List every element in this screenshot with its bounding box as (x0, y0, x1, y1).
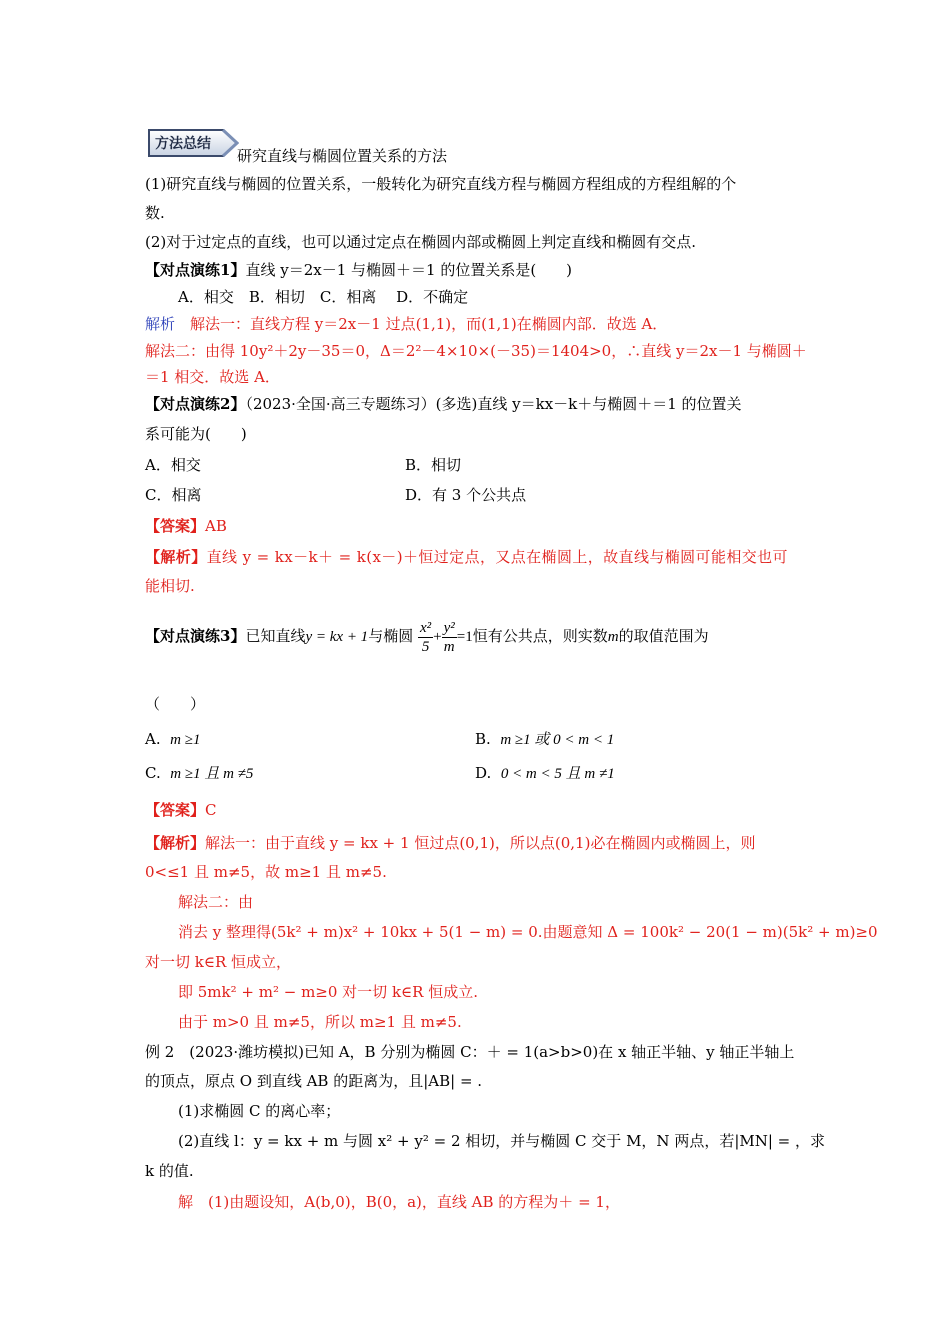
ex1-analysis-2-cont: ＝1 相交．故选 A． (145, 368, 280, 386)
example2-question-2: (2)直线 l：y = kx + m 与圆 x² + y² = 2 相切，并与椭圆 C 交于 M，N 两点，若|MN| = ，求 (178, 1132, 826, 1150)
ex2-option-b: B．相切 (405, 456, 462, 474)
method-point-2: (2)对于过定点的直线，也可以通过定点在椭圆内部或椭圆上判定直线和椭圆有交点. (145, 233, 697, 251)
ex1-analysis-2: 解法二：由得 10y²＋2y－35＝0，Δ＝2²－4×10×(－35)＝1404>0，∴直线 y＝2x－1 与椭圆＋ (145, 342, 807, 360)
ex2-stem (145, 394, 742, 414)
ex3-analysis-1-cont: 0<≤1 且 m≠5，故 m≥1 且 m≠5. (145, 863, 387, 881)
example2-solution: 解 (1)由题设知，A(b,0)，B(0，a)，直线 AB 的方程为＋ = 1， (178, 1193, 620, 1211)
example2-question-1: (1)求椭圆 C 的离心率； (178, 1102, 341, 1120)
ex2-answer-label: 【答案】 (145, 517, 206, 535)
ex3-option-a (145, 729, 200, 750)
ex1-stem-text: 直线 y＝2x－1 与椭圆＋＝1 的位置关系是( ) (245, 261, 573, 279)
ex3-stem-pre: 已知直线 (245, 627, 306, 645)
ex3-option-b-text: m ≥1 或 0 < m < 1 (500, 732, 615, 748)
ex1-analysis-1 (145, 314, 667, 334)
ex3-option-a-text: m ≥1 (170, 732, 201, 748)
ex2-analysis (145, 547, 788, 567)
ex3-option-c (145, 763, 253, 784)
ex2-option-d: D．有 3 个公共点 (405, 486, 527, 504)
ex3-tag: 【对点演练3】 (145, 627, 246, 645)
ex3-line-eq: y = kx + 1 (305, 629, 369, 645)
ex3-frac-y (442, 619, 457, 656)
ex3-paren: （ ） (145, 695, 206, 713)
ex3-frac-x (418, 619, 433, 656)
ex3-option-c-text: m ≥1 且 m ≠5 (170, 766, 254, 782)
ex1-tag: 【对点演练1】 (145, 261, 246, 279)
example2-stem: 例 2 (2023·潍坊模拟)已知 A，B 分别为椭圆 C：＋ = 1(a>b>0)在 x 轴正半轴、y 轴正半轴上 (145, 1043, 795, 1061)
ex3-option-d (475, 763, 615, 784)
ex2-analysis-text: 直线 y = kx－k＋ = k(x－)＋恒过定点，又点在椭圆上，故直线与椭圆可能相交也可 (206, 548, 788, 566)
example2-stem-cont: 的顶点，原点 O 到直线 AB 的距离为，且|AB| = . (145, 1072, 483, 1090)
method-point-1-cont: 数. (145, 204, 165, 222)
ex3-stem-end: 的取值范围为 (618, 627, 709, 645)
ex3-stem (145, 606, 709, 666)
ex3-var-m: m (607, 629, 619, 645)
ex2-answer-value: AB (205, 517, 227, 535)
ex3-frac-x-den: 5 (421, 638, 430, 655)
ex3-analysis-1 (145, 833, 755, 853)
ex3-option-b (475, 729, 614, 750)
badge-text: 方法总结 (155, 136, 211, 152)
ex2-option-c: C．相离 (145, 486, 202, 504)
method-point-1: (1)研究直线与椭圆的位置关系，一般转化为研究直线方程与椭圆方程组成的方程组解的个 (145, 175, 737, 193)
ex1-analysis-1-text: 解法一：直线方程 y＝2x－1 过点(1,1)，而(1,1)在椭圆内部．故选 A． (175, 315, 668, 333)
ex3-stem-post: 恒有公共点，则实数 (472, 627, 608, 645)
ex3-option-b-label: B. (475, 730, 491, 748)
ex3-answer-label: 【答案】 (145, 801, 206, 819)
example2-question-2-cont: k 的值. (145, 1162, 194, 1180)
ex3-analysis-3-cont: 对一切 k∈R 恒成立， (145, 953, 292, 971)
ex2-stem-text: （2023·全国·高三专题练习）(多选)直线 y＝kx－k＋与椭圆＋＝1 的位置关 (245, 395, 742, 413)
ex1-analysis-label: 解析 (145, 315, 176, 333)
ex3-answer-value: C (205, 801, 217, 819)
ex3-option-d-label: D. (475, 764, 492, 782)
ex3-answer (145, 800, 217, 820)
ex3-option-d-text: 0 < m < 5 且 m ≠1 (500, 766, 615, 782)
ex2-analysis-label: 【解析】 (145, 548, 207, 566)
ex2-tag: 【对点演练2】 (145, 395, 246, 413)
method-summary-title: 研究直线与椭圆位置关系的方法 (237, 147, 448, 165)
method-summary-badge (147, 128, 239, 158)
ex3-analysis-3: 消去 y 整理得(5k² + m)x² + 10kx + 5(1 − m) = 0.由题意知 Δ = 100k² − 20(1 − m)(5k² + m)≥0 (178, 923, 878, 941)
ex2-answer (145, 516, 227, 536)
ex3-analysis-label: 【解析】 (145, 834, 206, 852)
ex3-option-c-label: C. (145, 764, 161, 782)
ex3-plus: + (433, 629, 442, 645)
ex3-frac-y-num: y² (443, 619, 455, 636)
ex3-eq-one: =1 (456, 629, 473, 645)
ex3-analysis-4: 即 5mk² + m² − m≥0 对一切 k∈R 恒成立. (178, 983, 478, 1001)
ex3-analysis-2: 解法二：由 (178, 893, 254, 911)
ex3-frac-x-num: x² (419, 619, 432, 636)
ex2-stem-cont: 系可能为( ) (145, 425, 247, 443)
ex1-stem (145, 260, 572, 280)
ex3-frac-y-den: m (443, 638, 455, 655)
ex3-analysis-1-text: 解法一：由于直线 y = kx + 1 恒过点(0,1)，所以点(0,1)必在椭圆内或椭圆上，则 (205, 834, 756, 852)
ex2-option-a: A．相交 (145, 456, 201, 474)
ex1-options: A．相交 B．相切 C．相离 D．不确定 (178, 288, 469, 306)
ex3-stem-mid: 与椭圆 (368, 627, 414, 645)
ex2-analysis-cont: 能相切. (145, 577, 195, 595)
ex3-analysis-5: 由于 m>0 且 m≠5，所以 m≥1 且 m≠5. (178, 1013, 462, 1031)
ex3-option-a-label: A. (145, 730, 161, 748)
